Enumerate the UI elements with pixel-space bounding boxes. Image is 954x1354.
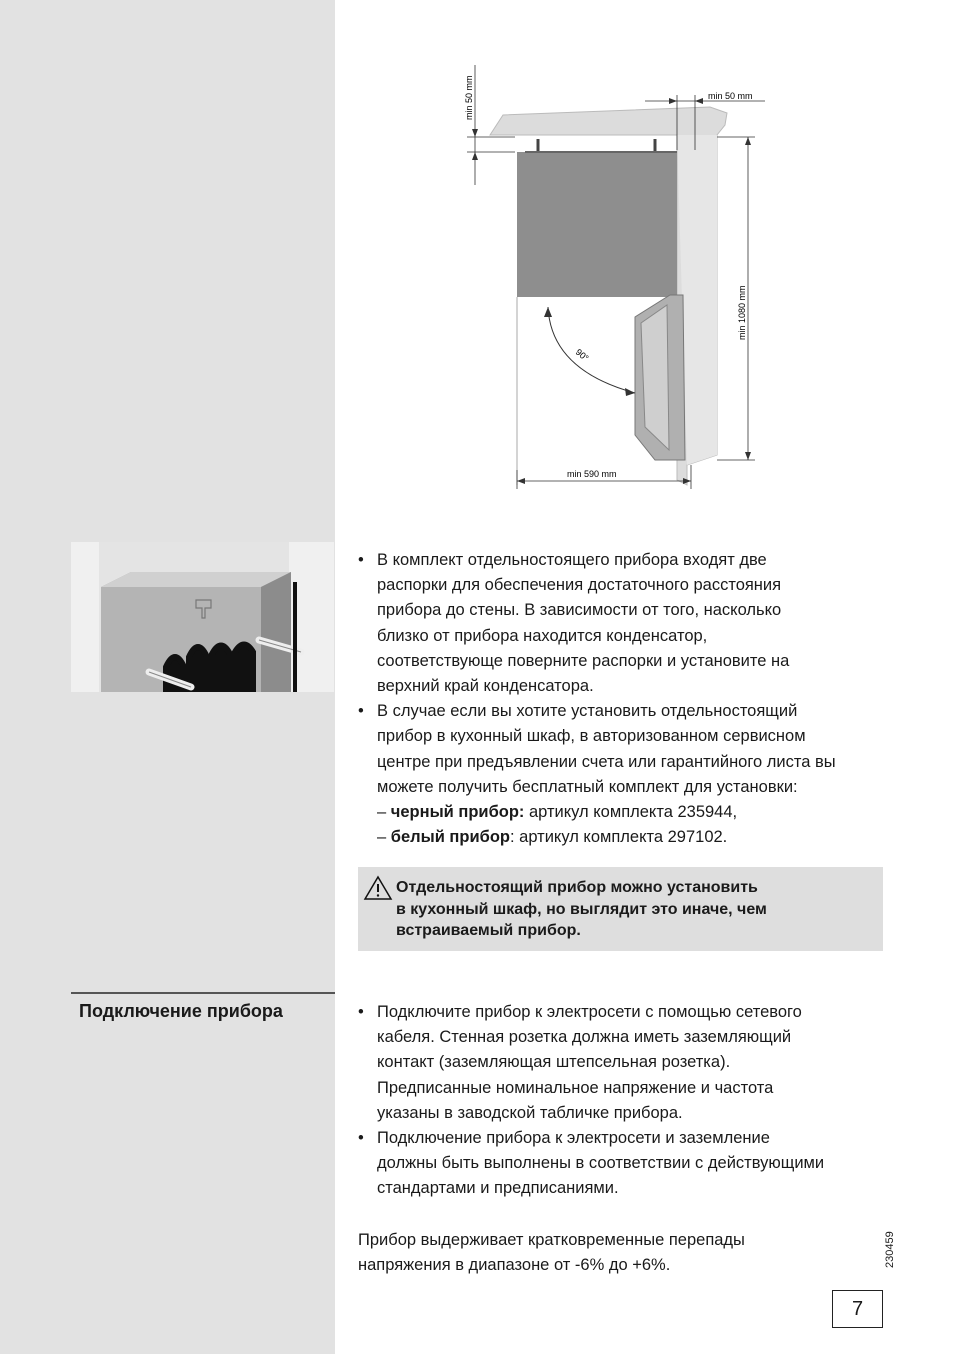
label-top-gap: min 50 mm	[464, 75, 474, 120]
list-item: • В комплект отдельностоящего прибора входят две распорки для обеспечения достаточного расстояния прибора до стены. В зависимости от того, насколько близко от прибора находится конденсатор, соответствующе поверните распорки и установите на верхний край конденсатора.	[358, 548, 888, 699]
connection-list	[358, 1000, 898, 1202]
label-height: min 1080 mm	[737, 285, 747, 340]
list-item: • Подключите прибор к электросети с помощью сетевого кабеля. Стенная розетка должна иметь заземляющий контакт (заземляющая штепсельная розетка). Предписанные номинальное напряжение и частота указаны в заводской табличке прибора.	[358, 1000, 898, 1126]
kit-black-line: – черный прибор: артикул комплекта 235944,	[377, 803, 738, 822]
label-width: min 590 mm	[567, 469, 617, 479]
installation-diagram	[455, 55, 775, 500]
warning-text: Отдельностоящий прибор можно установить в кухонный шкаф, но выглядит это иначе, чем встраиваемый прибор.	[396, 879, 767, 939]
list-item: • Подключение прибора к электросети и заземление должны быть выполнены в соответствии с действующими стандартами и предписаниями.	[358, 1126, 898, 1202]
warning-triangle-icon	[363, 875, 393, 901]
label-angle: 90°	[573, 346, 591, 364]
section-heading: Подключение прибора	[79, 1001, 283, 1021]
spacer-photo	[71, 542, 334, 692]
kit-white-line: – белый прибор: артикул комплекта 297102.	[377, 828, 728, 847]
installation-list	[358, 548, 888, 850]
list-item: • В случае если вы хотите установить отдельностоящий прибор в кухонный шкаф, в авторизованном сервисном центре при предъявлении счета или гарантийного листа вы можете получить бесплатный комплект для установки: – черный прибор: артикул комплекта 235944, – белый прибор: артикул комплекта 297102.	[358, 699, 888, 850]
label-side-gap: min 50 mm	[708, 91, 753, 101]
warning-box	[358, 867, 883, 951]
section-divider	[71, 992, 335, 994]
document-code: 230459	[884, 1231, 896, 1268]
voltage-note: Прибор выдерживает кратковременные перепады напряжения в диапазоне от -6% до +6%.	[358, 1231, 745, 1275]
page-number: 7	[832, 1290, 883, 1328]
